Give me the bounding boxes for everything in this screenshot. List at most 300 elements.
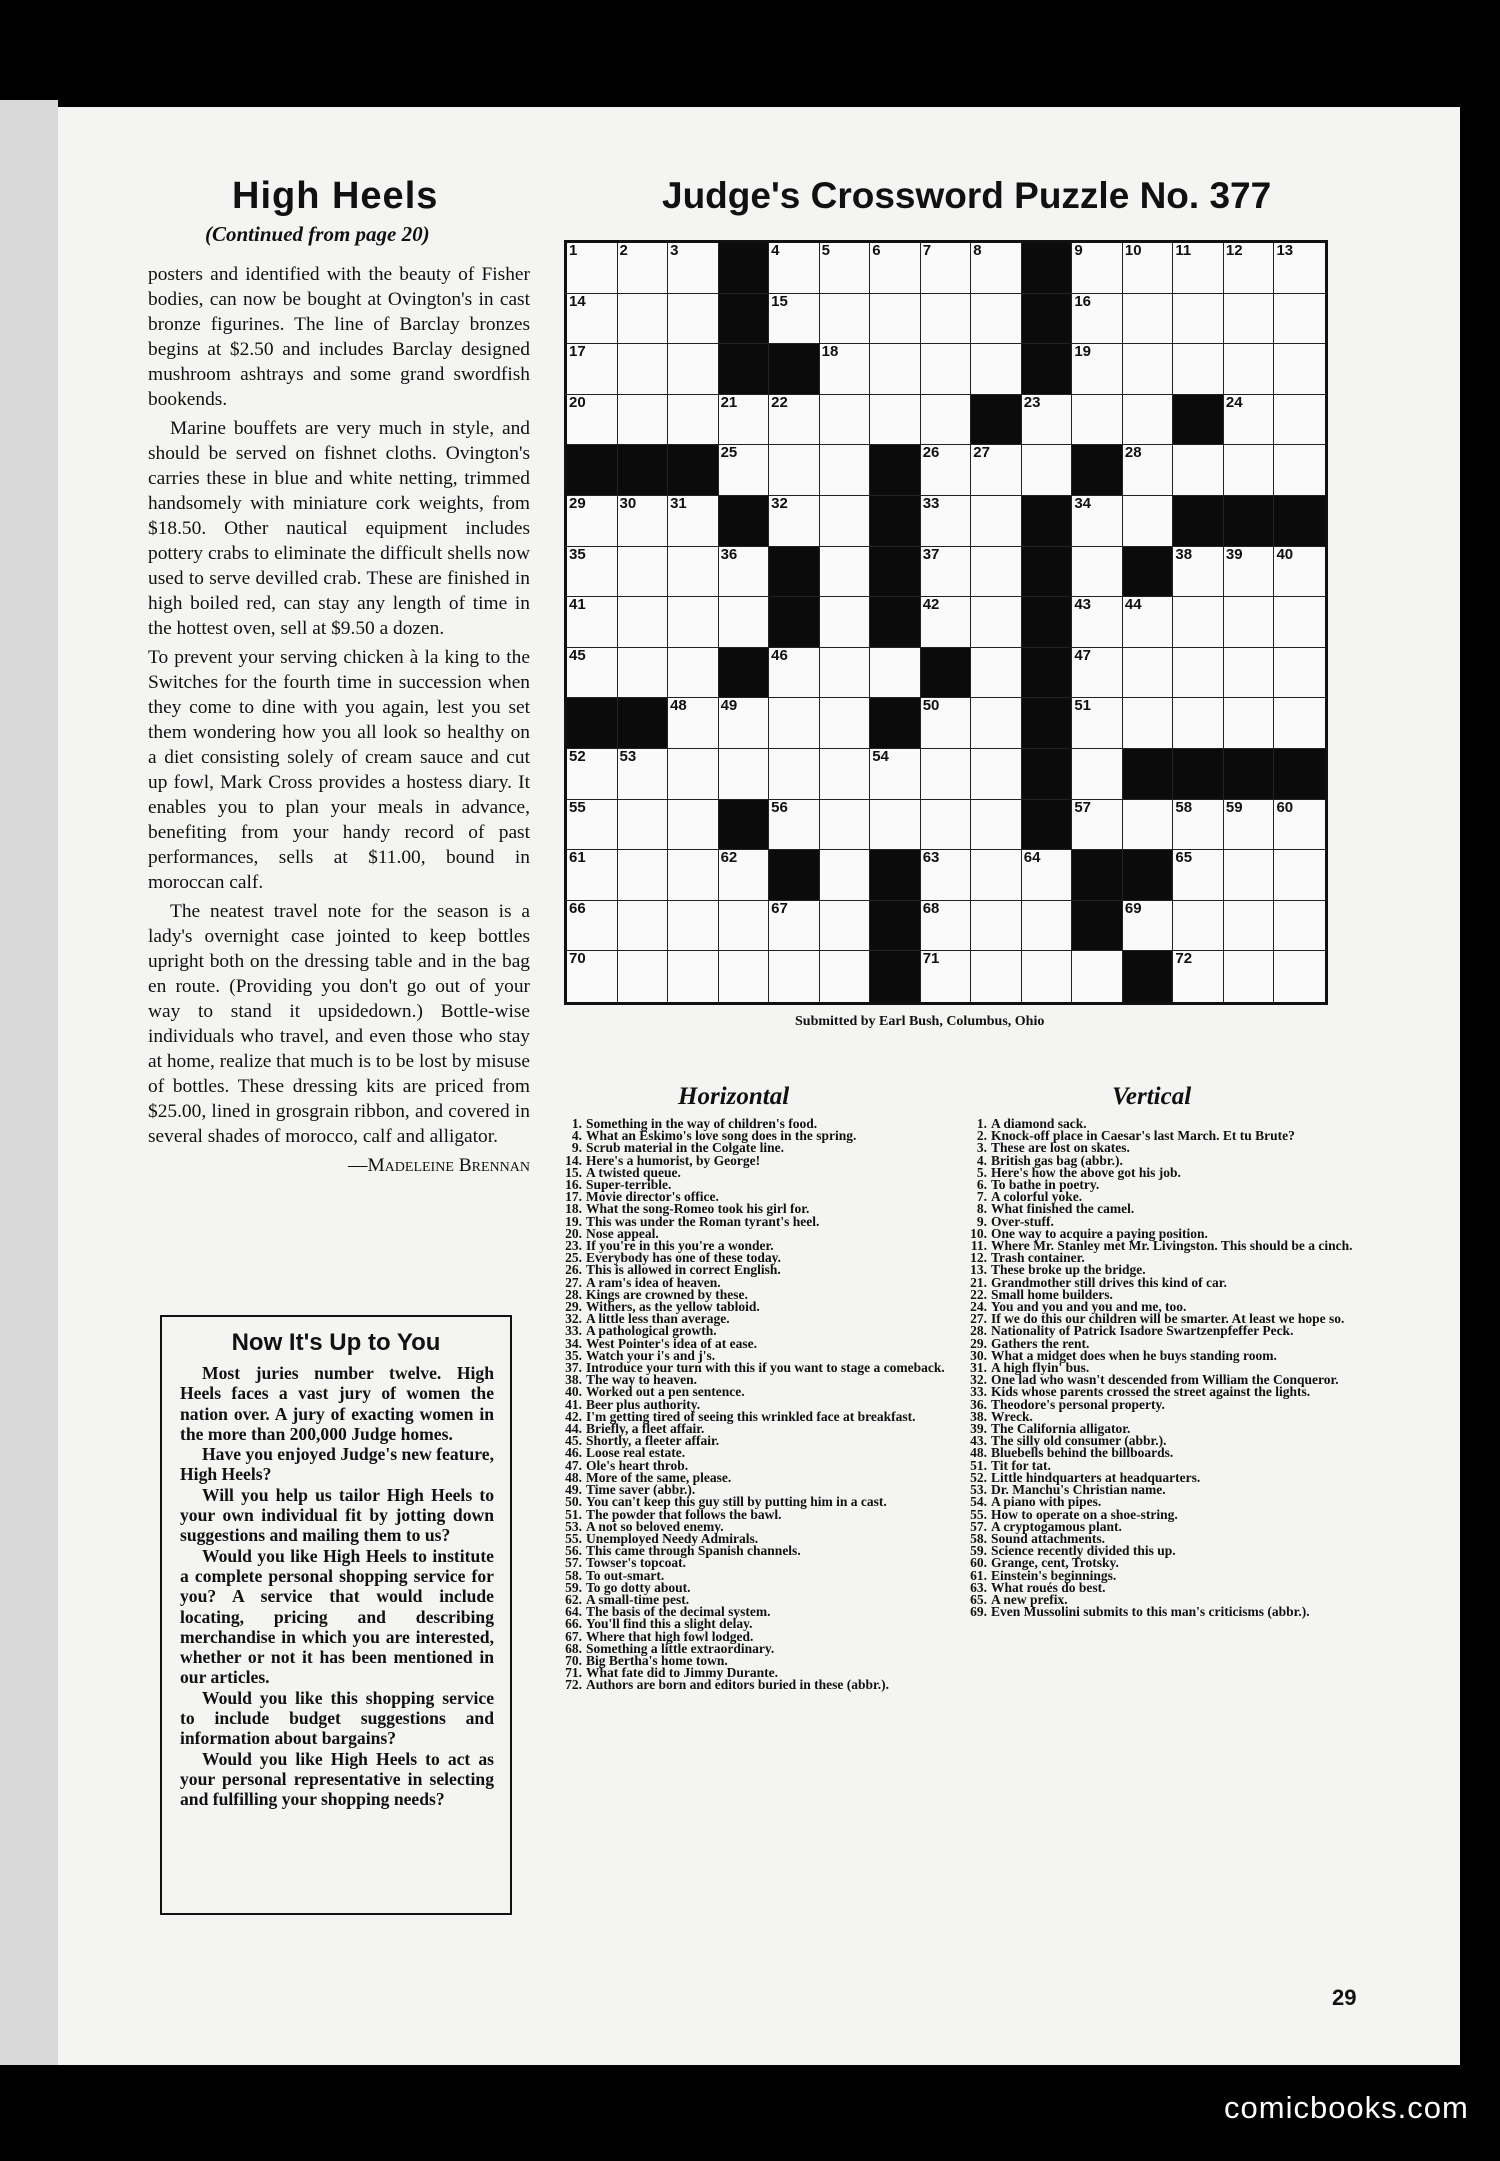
clue-text: Watch your i's and j's. bbox=[586, 1347, 716, 1363]
clue-row-number: 62. bbox=[565, 1591, 582, 1607]
clue-text: Here's a humorist, by George! bbox=[586, 1152, 761, 1168]
clue-text: Grange, cent, Trotsky. bbox=[991, 1555, 1119, 1571]
clue-row-number: 37. bbox=[565, 1360, 582, 1376]
clue-row-number: 64. bbox=[565, 1604, 582, 1620]
black-square bbox=[1022, 749, 1073, 800]
clue-row-number: 57. bbox=[565, 1555, 582, 1571]
clue-text: More of the same, please. bbox=[586, 1469, 732, 1485]
grid-square bbox=[719, 395, 770, 446]
clue-number: 32 bbox=[771, 494, 788, 512]
clue-row-number: 5. bbox=[976, 1164, 987, 1180]
black-square bbox=[1022, 698, 1073, 749]
clue-text: This came through Spanish channels. bbox=[586, 1543, 801, 1559]
clue-text: West Pointer's idea of at ease. bbox=[586, 1335, 757, 1351]
clue-number: 45 bbox=[569, 646, 586, 664]
black-square bbox=[769, 547, 820, 598]
grid-square bbox=[971, 901, 1022, 952]
clue-text: Where Mr. Stanley met Mr. Livingston. This should be a cinch. bbox=[991, 1238, 1353, 1254]
clue-number: 22 bbox=[771, 393, 788, 411]
grid-square bbox=[769, 294, 820, 345]
grid-square bbox=[921, 395, 972, 446]
grid-square bbox=[769, 395, 820, 446]
grid-square bbox=[1224, 901, 1275, 952]
grid-square bbox=[567, 901, 618, 952]
grid-square bbox=[971, 698, 1022, 749]
black-square bbox=[971, 395, 1022, 446]
grid-square bbox=[567, 951, 618, 1002]
grid-square bbox=[971, 800, 1022, 851]
grid-square bbox=[820, 547, 871, 598]
clue-text: This is allowed in correct English. bbox=[586, 1262, 781, 1278]
grid-square bbox=[668, 951, 719, 1002]
black-square bbox=[1173, 395, 1224, 446]
black-square bbox=[1022, 800, 1073, 851]
grid-square bbox=[769, 951, 820, 1002]
black-square bbox=[1072, 901, 1123, 952]
clue-number: 19 bbox=[1074, 343, 1092, 361]
clue-number: 55 bbox=[569, 798, 586, 816]
grid-square bbox=[1274, 648, 1325, 699]
article-paragraph: posters and identified with the beauty of Fisher bodies, can now be bought at Ovington's in cast bronze figurines. The line of Barclay bronzes begins at $2.50 and includes Barclay designed mushroom ashtrays and some grand swordfish bookends. bbox=[148, 264, 530, 410]
grid-square bbox=[820, 496, 871, 547]
black-square bbox=[1274, 749, 1325, 800]
clue-number: 36 bbox=[720, 545, 738, 563]
clue-row-number: 63. bbox=[970, 1579, 987, 1595]
grid-square bbox=[618, 344, 669, 395]
clue-text: Briefly, a fleet affair. bbox=[586, 1421, 705, 1437]
clue-row-number: 30. bbox=[970, 1347, 987, 1363]
grid-square bbox=[820, 698, 871, 749]
clue-text: The California alligator. bbox=[991, 1421, 1131, 1437]
black-square bbox=[618, 698, 669, 749]
grid-square bbox=[1173, 243, 1224, 294]
clue-row-number: 3. bbox=[976, 1140, 987, 1156]
clue-number: 49 bbox=[720, 697, 738, 715]
clue-number: 52 bbox=[569, 747, 586, 765]
clue-row-number: 16. bbox=[565, 1177, 582, 1193]
clue-text: Nose appeal. bbox=[586, 1225, 659, 1241]
grid-square bbox=[618, 597, 669, 648]
clue-number: 66 bbox=[569, 899, 586, 917]
grid-square bbox=[769, 445, 820, 496]
clue-text: What roués do best. bbox=[991, 1579, 1106, 1595]
box-title: Now It's Up to You bbox=[231, 1329, 441, 1356]
clue-text: This was under the Roman tyrant's heel. bbox=[586, 1213, 820, 1229]
black-square bbox=[1022, 547, 1073, 598]
clue-row-number: 27. bbox=[565, 1274, 582, 1290]
clue-number: 29 bbox=[569, 494, 586, 512]
grid-square bbox=[870, 395, 921, 446]
clue-row-number: 17. bbox=[565, 1189, 582, 1205]
grid-square bbox=[769, 749, 820, 800]
grid-square bbox=[769, 698, 820, 749]
clue-row-number: 25. bbox=[565, 1250, 582, 1266]
grid-square bbox=[971, 344, 1022, 395]
black-square bbox=[1173, 496, 1224, 547]
clue-row-number: 12. bbox=[970, 1250, 987, 1266]
author-signature: —Madeleine Brennan bbox=[348, 1155, 530, 1176]
clue-row-number: 8. bbox=[976, 1201, 987, 1217]
grid-square bbox=[668, 294, 719, 345]
grid-square bbox=[1123, 698, 1174, 749]
clue-text: Trash container. bbox=[991, 1250, 1085, 1266]
vertical-heading: Vertical bbox=[1112, 1083, 1192, 1110]
black-square bbox=[1022, 243, 1073, 294]
black-square bbox=[1224, 496, 1275, 547]
clue-row-number: 13. bbox=[970, 1262, 987, 1278]
grid-square bbox=[668, 395, 719, 446]
clue-number: 7 bbox=[922, 242, 932, 259]
black-square bbox=[1123, 951, 1174, 1002]
clue-row-number: 9. bbox=[571, 1140, 582, 1156]
grid-square bbox=[1224, 395, 1275, 446]
clue-text: Something in the way of children's food. bbox=[586, 1116, 818, 1131]
clue-number: 69 bbox=[1124, 899, 1142, 917]
grid-square bbox=[1072, 496, 1123, 547]
grid-square bbox=[1072, 749, 1123, 800]
grid-square bbox=[567, 648, 618, 699]
clue-row-number: 1. bbox=[976, 1116, 987, 1131]
clue-row-number: 49. bbox=[565, 1482, 582, 1498]
clue-text: Theodore's personal property. bbox=[991, 1396, 1165, 1412]
clue-row-number: 70. bbox=[565, 1652, 582, 1668]
clue-number: 5 bbox=[821, 242, 830, 259]
black-square bbox=[1123, 749, 1174, 800]
grid-square bbox=[921, 597, 972, 648]
grid-square bbox=[769, 496, 820, 547]
clue-number: 18 bbox=[821, 343, 839, 361]
grid-square bbox=[1173, 901, 1224, 952]
black-square bbox=[567, 698, 618, 749]
grid-square bbox=[618, 951, 669, 1002]
black-square bbox=[870, 547, 921, 598]
clue-number: 31 bbox=[670, 494, 687, 512]
clue-number: 63 bbox=[922, 849, 940, 867]
grid-square bbox=[618, 496, 669, 547]
box-paragraph: Have you enjoyed Judge's new feature, High Heels? bbox=[180, 1444, 494, 1485]
black-square bbox=[769, 850, 820, 901]
grid-square bbox=[668, 800, 719, 851]
grid-square bbox=[921, 800, 972, 851]
clue-text: You can't keep this guy still by putting him in a cast. bbox=[586, 1494, 887, 1510]
clue-number: 68 bbox=[922, 899, 940, 917]
puzzle-credit: Submitted by Earl Bush, Columbus, Ohio bbox=[795, 1014, 1045, 1029]
clue-row-number: 67. bbox=[565, 1628, 582, 1644]
clue-text: You'll find this a slight delay. bbox=[586, 1616, 753, 1632]
grid-square bbox=[1224, 850, 1275, 901]
grid-square bbox=[1123, 395, 1174, 446]
clue-number: 34 bbox=[1074, 494, 1092, 512]
grid-square bbox=[820, 800, 871, 851]
grid-square bbox=[769, 901, 820, 952]
clue-text: Bluebells behind the billboards. bbox=[991, 1445, 1174, 1461]
grid-square bbox=[820, 344, 871, 395]
grid-square bbox=[719, 597, 770, 648]
clue-text: Towser's topcoat. bbox=[586, 1555, 686, 1571]
clue-text: Time saver (abbr.). bbox=[586, 1482, 696, 1498]
grid-square bbox=[719, 951, 770, 1002]
black-square bbox=[1123, 850, 1174, 901]
black-square bbox=[1274, 496, 1325, 547]
clue-row-number: 4. bbox=[571, 1128, 582, 1144]
clue-text: What the song-Romeo took his girl for. bbox=[586, 1201, 810, 1217]
grid-square bbox=[567, 547, 618, 598]
grid-square bbox=[1072, 800, 1123, 851]
grid-square bbox=[618, 800, 669, 851]
clue-text: A high flyin' bus. bbox=[991, 1360, 1090, 1376]
clue-row-number: 7. bbox=[976, 1189, 987, 1205]
clue-text: A cryptogamous plant. bbox=[991, 1518, 1122, 1534]
grid-square bbox=[820, 395, 871, 446]
clue-number: 33 bbox=[922, 494, 940, 512]
clue-text: Unemployed Needy Admirals. bbox=[586, 1530, 759, 1546]
grid-square bbox=[1072, 395, 1123, 446]
clue-row-number: 48. bbox=[970, 1445, 987, 1461]
grid-square bbox=[1173, 547, 1224, 598]
grid-square bbox=[719, 749, 770, 800]
clue-text: A twisted queue. bbox=[586, 1164, 681, 1180]
clue-number: 21 bbox=[720, 393, 738, 411]
clue-text: If you're in this you're a wonder. bbox=[586, 1238, 774, 1254]
clue-row-number: 39. bbox=[970, 1421, 987, 1437]
clue-number: 50 bbox=[922, 697, 940, 715]
grid-square bbox=[567, 243, 618, 294]
high-heels-article bbox=[148, 262, 530, 1178]
continued-note: (Continued from page 20) bbox=[205, 222, 430, 246]
grid-square bbox=[618, 749, 669, 800]
clue-number: 27 bbox=[973, 444, 990, 462]
clue-number: 51 bbox=[1074, 697, 1092, 715]
clue-text: To go dotty about. bbox=[586, 1579, 691, 1595]
grid-square bbox=[567, 395, 618, 446]
grid-square bbox=[1173, 698, 1224, 749]
grid-square bbox=[1173, 294, 1224, 345]
grid-square bbox=[921, 547, 972, 598]
grid-square bbox=[1274, 951, 1325, 1002]
black-square bbox=[719, 344, 770, 395]
grid-square bbox=[921, 243, 972, 294]
grid-square bbox=[668, 597, 719, 648]
clue-number: 26 bbox=[922, 444, 940, 462]
clue-row-number: 36. bbox=[970, 1396, 987, 1412]
grid-square bbox=[1072, 294, 1123, 345]
grid-square bbox=[618, 243, 669, 294]
grid-square bbox=[971, 597, 1022, 648]
grid-square bbox=[820, 294, 871, 345]
grid-square bbox=[668, 344, 719, 395]
grid-square bbox=[820, 243, 871, 294]
clue-text: Gathers the rent. bbox=[991, 1335, 1090, 1351]
clue-text: The powder that follows the bawl. bbox=[586, 1506, 782, 1522]
clue-text: Wreck. bbox=[991, 1408, 1033, 1424]
clue-row-number: 32. bbox=[565, 1311, 582, 1327]
grid-square bbox=[870, 800, 921, 851]
black-square bbox=[921, 648, 972, 699]
clue-row-number: 23. bbox=[565, 1238, 582, 1254]
clue-row-number: 66. bbox=[565, 1616, 582, 1632]
clue-row-number: 59. bbox=[565, 1579, 582, 1595]
clue-text: A new prefix. bbox=[991, 1591, 1068, 1607]
clue-number: 42 bbox=[922, 596, 940, 614]
clue-number: 46 bbox=[771, 646, 788, 664]
black-square bbox=[769, 344, 820, 395]
box-paragraph: Would you like High Heels to act as your personal representative in selecting and fulfilling your shopping needs? bbox=[180, 1748, 494, 1810]
grid-square bbox=[921, 749, 972, 800]
grid-square bbox=[1173, 445, 1224, 496]
clue-number: 11 bbox=[1175, 242, 1192, 259]
crossword-title: Judge's Crossword Puzzle No. 377 bbox=[662, 175, 1272, 216]
black-square bbox=[1022, 294, 1073, 345]
grid-square bbox=[1123, 445, 1174, 496]
clue-text: Beer plus authority. bbox=[586, 1396, 701, 1412]
clue-number: 64 bbox=[1023, 849, 1041, 867]
clue-number: 6 bbox=[872, 242, 881, 259]
clue-number: 15 bbox=[771, 292, 788, 310]
grid-square bbox=[618, 901, 669, 952]
clue-text: The way to heaven. bbox=[586, 1372, 697, 1388]
clue-number: 13 bbox=[1276, 242, 1294, 259]
clue-text: Loose real estate. bbox=[586, 1445, 686, 1461]
grid-square bbox=[618, 850, 669, 901]
grid-square bbox=[820, 749, 871, 800]
grid-square bbox=[921, 344, 972, 395]
clue-text: A piano with pipes. bbox=[991, 1494, 1102, 1510]
grid-square bbox=[1274, 800, 1325, 851]
clue-text: Nationality of Patrick Isadore Swartzenpfeffer Peck. bbox=[991, 1323, 1294, 1339]
grid-square bbox=[870, 344, 921, 395]
grid-square bbox=[1173, 344, 1224, 395]
clue-text: A not so beloved enemy. bbox=[586, 1518, 724, 1534]
clue-text: A small-time pest. bbox=[586, 1591, 690, 1607]
grid-square bbox=[668, 901, 719, 952]
clue-text: Where that high fowl lodged. bbox=[586, 1628, 754, 1644]
grid-square bbox=[719, 901, 770, 952]
clue-row-number: 72. bbox=[565, 1677, 582, 1693]
grid-square bbox=[971, 547, 1022, 598]
grid-square bbox=[1224, 243, 1275, 294]
black-square bbox=[1173, 749, 1224, 800]
clue-number: 54 bbox=[872, 747, 889, 765]
grid-square bbox=[719, 850, 770, 901]
grid-square bbox=[1274, 597, 1325, 648]
clue-number: 35 bbox=[569, 545, 586, 563]
clue-row-number: 44. bbox=[565, 1421, 582, 1437]
clue-text: A colorful yoke. bbox=[991, 1189, 1083, 1205]
clue-text: Even Mussolini submits to this man's criticisms (abbr.). bbox=[991, 1604, 1310, 1620]
clue-number: 67 bbox=[771, 899, 788, 917]
clue-number: 44 bbox=[1124, 596, 1142, 614]
clue-row-number: 22. bbox=[970, 1286, 987, 1302]
clue-text: I'm getting tired of seeing this wrinkled face at breakfast. bbox=[586, 1408, 916, 1424]
black-square bbox=[1022, 496, 1073, 547]
clue-number: 28 bbox=[1124, 444, 1142, 462]
grid-square bbox=[567, 294, 618, 345]
clue-text: A ram's idea of heaven. bbox=[586, 1274, 721, 1290]
grid-square bbox=[870, 243, 921, 294]
clue-row-number: 14. bbox=[565, 1152, 582, 1168]
high-heels-title: High Heels bbox=[232, 175, 439, 217]
clue-row-number: 58. bbox=[565, 1567, 582, 1583]
grid-square bbox=[1224, 597, 1275, 648]
clue-number: 3 bbox=[670, 242, 679, 259]
horizontal-heading: Horizontal bbox=[678, 1083, 790, 1110]
grid-square bbox=[921, 445, 972, 496]
grid-square bbox=[719, 445, 770, 496]
clue-number: 8 bbox=[973, 242, 982, 259]
clue-row-number: 29. bbox=[565, 1299, 582, 1315]
clue-row-number: 43. bbox=[970, 1433, 987, 1449]
grid-square bbox=[1274, 395, 1325, 446]
reader-survey-box bbox=[160, 1315, 512, 1915]
clue-row-number: 11. bbox=[970, 1238, 987, 1254]
clue-number: 48 bbox=[670, 697, 687, 715]
clue-number: 71 bbox=[922, 950, 940, 968]
black-square bbox=[719, 243, 770, 294]
clue-row-number: 65. bbox=[970, 1591, 987, 1607]
clue-row-number: 34. bbox=[565, 1335, 582, 1351]
black-square bbox=[1022, 648, 1073, 699]
grid-square bbox=[1224, 800, 1275, 851]
clue-text: These are lost on skates. bbox=[991, 1140, 1130, 1156]
clue-text: Introduce your turn with this if you want to stage a comeback. bbox=[586, 1360, 945, 1376]
grid-square bbox=[1022, 445, 1073, 496]
grid-square bbox=[668, 850, 719, 901]
grid-square bbox=[1123, 294, 1174, 345]
grid-square bbox=[1274, 547, 1325, 598]
clue-text: What a midget does when he buys standing room. bbox=[991, 1347, 1277, 1363]
clue-row-number: 33. bbox=[970, 1384, 987, 1400]
clue-text: To bathe in poetry. bbox=[991, 1177, 1100, 1193]
grid-square bbox=[668, 496, 719, 547]
grid-square bbox=[971, 749, 1022, 800]
clue-row-number: 47. bbox=[565, 1457, 582, 1473]
clue-row-number: 31. bbox=[970, 1360, 987, 1376]
grid-square bbox=[769, 243, 820, 294]
grid-square bbox=[1022, 395, 1073, 446]
black-square bbox=[870, 496, 921, 547]
grid-square bbox=[618, 547, 669, 598]
grid-square bbox=[719, 698, 770, 749]
grid-square bbox=[1274, 445, 1325, 496]
clue-text: What fate did to Jimmy Durante. bbox=[586, 1665, 778, 1681]
clue-text: A pathological growth. bbox=[586, 1323, 717, 1339]
clue-number: 25 bbox=[720, 444, 738, 462]
clue-number: 43 bbox=[1074, 596, 1092, 614]
clue-text: British gas bag (abbr.). bbox=[991, 1152, 1123, 1168]
grid-square bbox=[1173, 800, 1224, 851]
vertical-clues bbox=[965, 1118, 1353, 1618]
clue-number: 56 bbox=[771, 798, 788, 816]
clue-text: Withers, as the yellow tabloid. bbox=[586, 1299, 760, 1315]
clue-row-number: 24. bbox=[970, 1299, 987, 1315]
clue-number: 1 bbox=[569, 242, 578, 259]
clue-number: 17 bbox=[569, 343, 586, 361]
grid-square bbox=[1173, 951, 1224, 1002]
clue-text: Einstein's beginnings. bbox=[991, 1567, 1117, 1583]
grid-square bbox=[870, 648, 921, 699]
grid-square bbox=[1072, 547, 1123, 598]
clue-row-number: 21. bbox=[970, 1274, 987, 1290]
grid-square bbox=[870, 749, 921, 800]
grid-square bbox=[1123, 344, 1174, 395]
clue-text: The basis of the decimal system. bbox=[586, 1604, 771, 1620]
clue-text: A diamond sack. bbox=[991, 1116, 1087, 1131]
black-square bbox=[870, 445, 921, 496]
grid-square bbox=[668, 698, 719, 749]
clue-row-number: 55. bbox=[565, 1530, 582, 1546]
grid-square bbox=[1123, 648, 1174, 699]
grid-square bbox=[1224, 698, 1275, 749]
